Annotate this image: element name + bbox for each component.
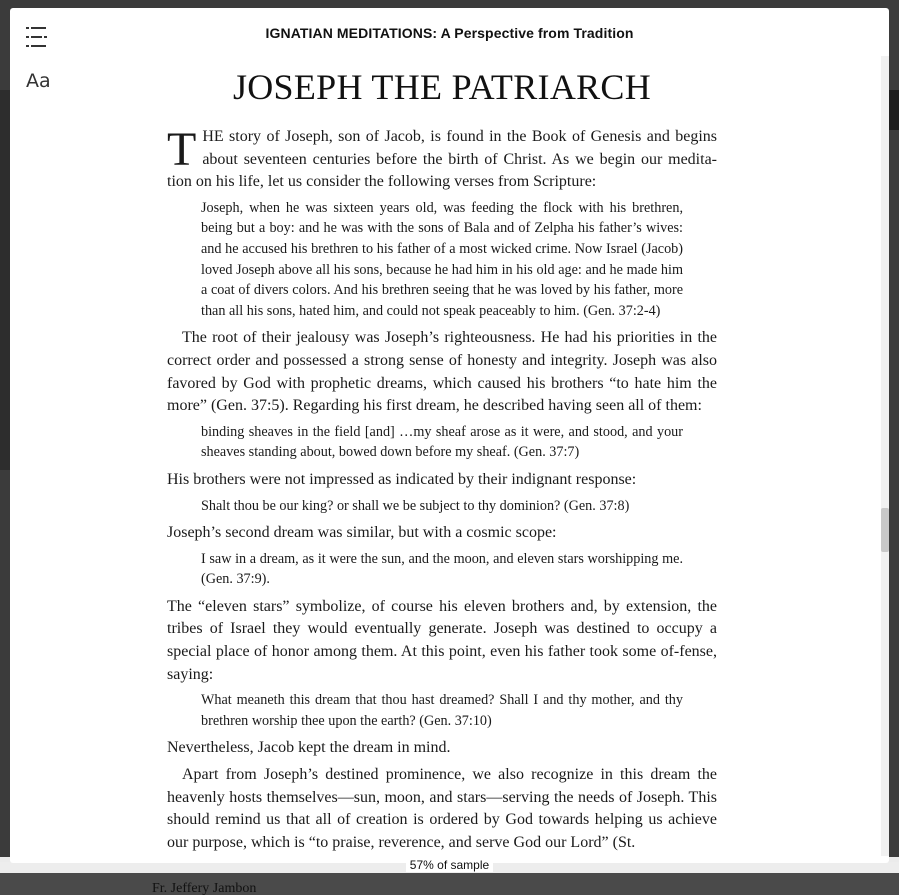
progress-label: 57% of sample bbox=[406, 858, 493, 872]
scripture-quote: Joseph, when he was sixteen years old, was feeding the flock with his brethren, being but a boy: and he was with the sons of Bala and of Zelpha his father’s wives: and he accused his brethren to his father of a most wicked crime. Now Israel (Jacob) loved Joseph above all his sons, because he had him in his old age: and he made him a coat of divers colors. And his brethren seeing that he was loved by his father, more than all his sons, hated him, and could not speak peaceably to him. (Gen. 37:2-4) bbox=[201, 199, 683, 319]
drop-cap: T bbox=[167, 123, 197, 176]
paragraph: His brothers were not impressed as indicated by their indignant response: bbox=[167, 470, 637, 488]
opening-paragraph bbox=[167, 123, 717, 194]
scripture-quote: Shalt thou be our king? or shall we be subject to thy dominion? (Gen. 37:8) bbox=[201, 497, 630, 514]
scripture-quote: What meaneth this dream that thou hast dreamed? Shall I and thy mother, and thy brethren worship thee upon the earth? (Gen. 37:10) bbox=[201, 692, 683, 729]
book-page bbox=[167, 64, 717, 858]
scripture-quote: binding sheaves in the field [and] …my sheaf arose as it were, and stood, and your sheaves standing about, bowed down before my sheaf. (Gen. 37:7) bbox=[201, 423, 683, 461]
paragraph: Apart from Joseph’s destined prominence, we also recognize in this dream the heavenly hosts themselves—sun, moon, and stars—serving the needs of Joseph. This should remind us that all of creation is ordered by God towards helping us achieve our purpose, which is “to praise, reverence, and serve God our Lord” (St. bbox=[167, 766, 717, 851]
paragraph: The root of their jealousy was Joseph’s righteousness. He had his priorities in the correct order and possessed a strong sense of honesty and integrity. Joseph was also favored by God with prophetic dreams, which caused his brothers “to hate him the more” (Gen. 37:5). Regarding his first dream, he described having seen all of them: bbox=[167, 329, 717, 415]
background-footer bbox=[0, 862, 899, 895]
background-strip-right bbox=[889, 90, 899, 130]
paragraph: Joseph’s second dream was similar, but with a cosmic scope: bbox=[167, 524, 557, 542]
paragraph: Nevertheless, Jacob kept the dream in mind. bbox=[167, 739, 451, 757]
book-title: IGNATIAN MEDITATIONS: A Perspective from Tradition bbox=[265, 25, 634, 41]
chapter-title: JOSEPH THE PATRIARCH bbox=[232, 67, 652, 107]
paragraph: The “eleven stars” symbolize, of course his eleven brothers and, by extension, the tribes of Israel they would eventually generate. Joseph was destined to occupy a special place of honor among them. At this point, even his father took some of-fense, saying: bbox=[167, 597, 717, 683]
reader-modal bbox=[10, 8, 889, 863]
background-author: Fr. Jeffery Jambon bbox=[152, 881, 257, 895]
font-settings-button[interactable]: Aa bbox=[26, 70, 51, 92]
scrollbar-thumb[interactable] bbox=[881, 508, 889, 552]
opening-text: HE story of Joseph, son of Jacob, is found in the Book of Genesis and begins about seventeen centuries before the birth of Christ. As we begin our medita-tion on his life, let us consider the following verses from Scripture: bbox=[167, 128, 717, 191]
scrollbar-track[interactable] bbox=[881, 56, 889, 856]
scripture-quote: I saw in a dream, as it were the sun, and the moon, and eleven stars worshipping me. (Gen. 37:9). bbox=[201, 550, 683, 588]
background-strip-left bbox=[0, 90, 10, 470]
